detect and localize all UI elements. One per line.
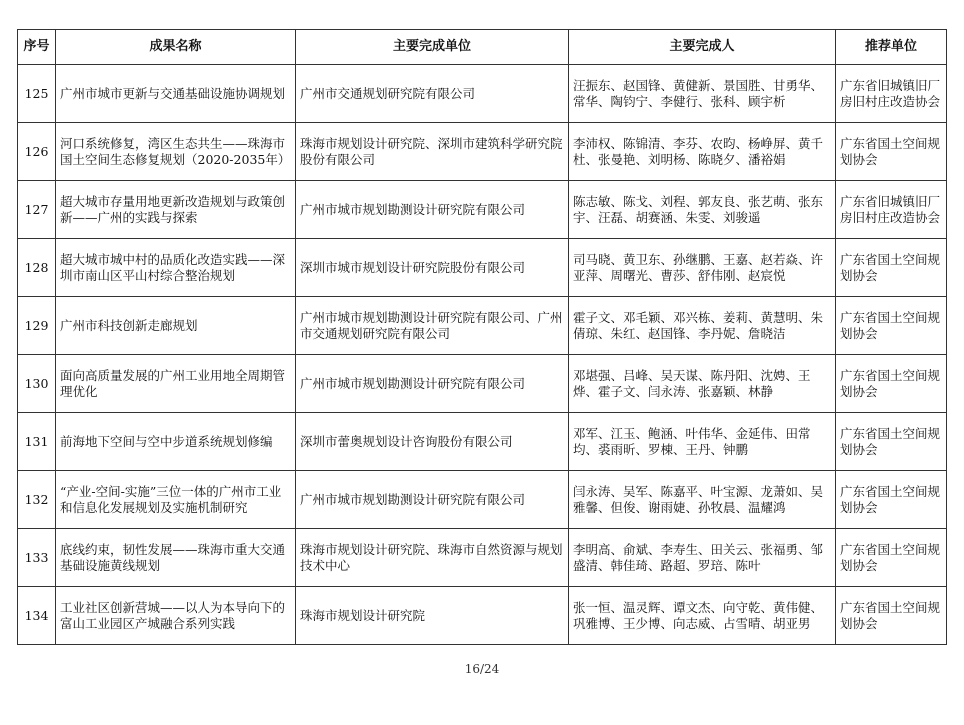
cell-name: 广州市科技创新走廊规划 xyxy=(56,297,296,355)
cell-people: 霍子文、邓毛颖、邓兴栋、姜莉、黄慧明、朱倩琼、朱红、赵国锋、李丹妮、詹晓洁 xyxy=(569,297,836,355)
table-row xyxy=(18,239,947,297)
header-no: 序号 xyxy=(18,30,56,65)
table-row xyxy=(18,471,947,529)
cell-no: 128 xyxy=(18,239,56,297)
table-row xyxy=(18,529,947,587)
cell-people: 李明高、俞斌、李寿生、田关云、张福勇、邹盛清、韩佳琦、路超、罗琣、陈叶 xyxy=(569,529,836,587)
cell-name: 超大城市城中村的品质化改造实践——深圳市南山区平山村综合整治规划 xyxy=(56,239,296,297)
cell-recommender: 广东省旧城镇旧厂房旧村庄改造协会 xyxy=(836,181,947,239)
cell-unit: 广州市交通规划研究院有限公司 xyxy=(296,65,569,123)
cell-recommender: 广东省国土空间规划协会 xyxy=(836,297,947,355)
cell-name: 工业社区创新营城——以人为本导向下的富山工业园区产城融合系列实践 xyxy=(56,587,296,645)
cell-people: 陈志敏、陈戈、刘程、郭友良、张艺萌、张东宇、汪磊、胡赛涵、朱雯、刘骏遥 xyxy=(569,181,836,239)
header-name: 成果名称 xyxy=(56,30,296,65)
cell-name: 广州市城市更新与交通基础设施协调规划 xyxy=(56,65,296,123)
cell-unit: 珠海市规划设计研究院 xyxy=(296,587,569,645)
cell-unit: 广州市城市规划勘测设计研究院有限公司、广州市交通规划研究院有限公司 xyxy=(296,297,569,355)
cell-recommender: 广东省国土空间规划协会 xyxy=(836,123,947,181)
table-row xyxy=(18,181,947,239)
cell-recommender: 广东省国土空间规划协会 xyxy=(836,529,947,587)
cell-name: 前海地下空间与空中步道系统规划修编 xyxy=(56,413,296,471)
cell-people: 邓军、江玉、鲍涵、叶伟华、金延伟、田常均、裘雨昕、罗棟、王丹、钟鹏 xyxy=(569,413,836,471)
header-recommender: 推荐单位 xyxy=(836,30,947,65)
cell-people: 汪振东、赵国锋、黄健新、景国胜、甘勇华、常华、陶钧宁、李健行、张科、顾宇析 xyxy=(569,65,836,123)
cell-no: 134 xyxy=(18,587,56,645)
cell-recommender: 广东省国土空间规划协会 xyxy=(836,239,947,297)
cell-recommender: 广东省国土空间规划协会 xyxy=(836,587,947,645)
cell-name: 底线约束，韧性发展——珠海市重大交通基础设施黄线规划 xyxy=(56,529,296,587)
cell-unit: 深圳市蕾奥规划设计咨询股份有限公司 xyxy=(296,413,569,471)
cell-people: 司马晓、黄卫东、孙继鹏、王嘉、赵若焱、许亚萍、周曙光、曹莎、舒伟刚、赵宸悦 xyxy=(569,239,836,297)
table-header-row xyxy=(18,30,947,65)
cell-no: 129 xyxy=(18,297,56,355)
cell-unit: 广州市城市规划勘测设计研究院有限公司 xyxy=(296,471,569,529)
table-row xyxy=(18,587,947,645)
cell-name: 面向高质量发展的广州工业用地全周期管理优化 xyxy=(56,355,296,413)
cell-recommender: 广东省国土空间规划协会 xyxy=(836,355,947,413)
cell-unit: 珠海市规划设计研究院、珠海市自然资源与规划技术中心 xyxy=(296,529,569,587)
cell-no: 131 xyxy=(18,413,56,471)
cell-no: 126 xyxy=(18,123,56,181)
table-row xyxy=(18,355,947,413)
cell-name: “产业-空间-实施”三位一体的广州市工业和信息化发展规划及实施机制研究 xyxy=(56,471,296,529)
cell-no: 125 xyxy=(18,65,56,123)
cell-unit: 珠海市规划设计研究院、深圳市建筑科学研究院股份有限公司 xyxy=(296,123,569,181)
cell-people: 张一恒、温灵辉、谭文杰、向守乾、黄伟健、巩雅博、王少博、向志威、占雪晴、胡亚男 xyxy=(569,587,836,645)
cell-people: 闫永涛、吴军、陈嘉平、叶宝源、龙萧如、吴雅馨、但俊、谢雨婕、孙牧晨、温耀鸿 xyxy=(569,471,836,529)
cell-unit: 广州市城市规划勘测设计研究院有限公司 xyxy=(296,181,569,239)
cell-no: 127 xyxy=(18,181,56,239)
table-row xyxy=(18,413,947,471)
header-people: 主要完成人 xyxy=(569,30,836,65)
cell-no: 133 xyxy=(18,529,56,587)
cell-people: 李沛权、陈锦清、李芬、农昀、杨峥屏、黄千杜、张曼艳、刘明杨、陈晓夕、潘裕娟 xyxy=(569,123,836,181)
cell-unit: 深圳市城市规划设计研究院股份有限公司 xyxy=(296,239,569,297)
page-number: 16/24 xyxy=(464,662,500,676)
cell-no: 130 xyxy=(18,355,56,413)
cell-name: 超大城市存量用地更新改造规划与政策创新——广州的实践与探索 xyxy=(56,181,296,239)
cell-no: 132 xyxy=(18,471,56,529)
cell-people: 邓堪强、吕峰、吴天谋、陈丹阳、沈娉、王烨、霍子文、闫永涛、张嘉颖、林静 xyxy=(569,355,836,413)
cell-recommender: 广东省旧城镇旧厂房旧村庄改造协会 xyxy=(836,65,947,123)
cell-recommender: 广东省国土空间规划协会 xyxy=(836,471,947,529)
cell-recommender: 广东省国土空间规划协会 xyxy=(836,413,947,471)
cell-name: 河口系统修复，湾区生态共生——珠海市国土空间生态修复规划（2020-2035年） xyxy=(56,123,296,181)
awards-table xyxy=(17,29,947,645)
header-unit: 主要完成单位 xyxy=(296,30,569,65)
table-row xyxy=(18,65,947,123)
table-row xyxy=(18,297,947,355)
cell-unit: 广州市城市规划勘测设计研究院有限公司 xyxy=(296,355,569,413)
table-row xyxy=(18,123,947,181)
